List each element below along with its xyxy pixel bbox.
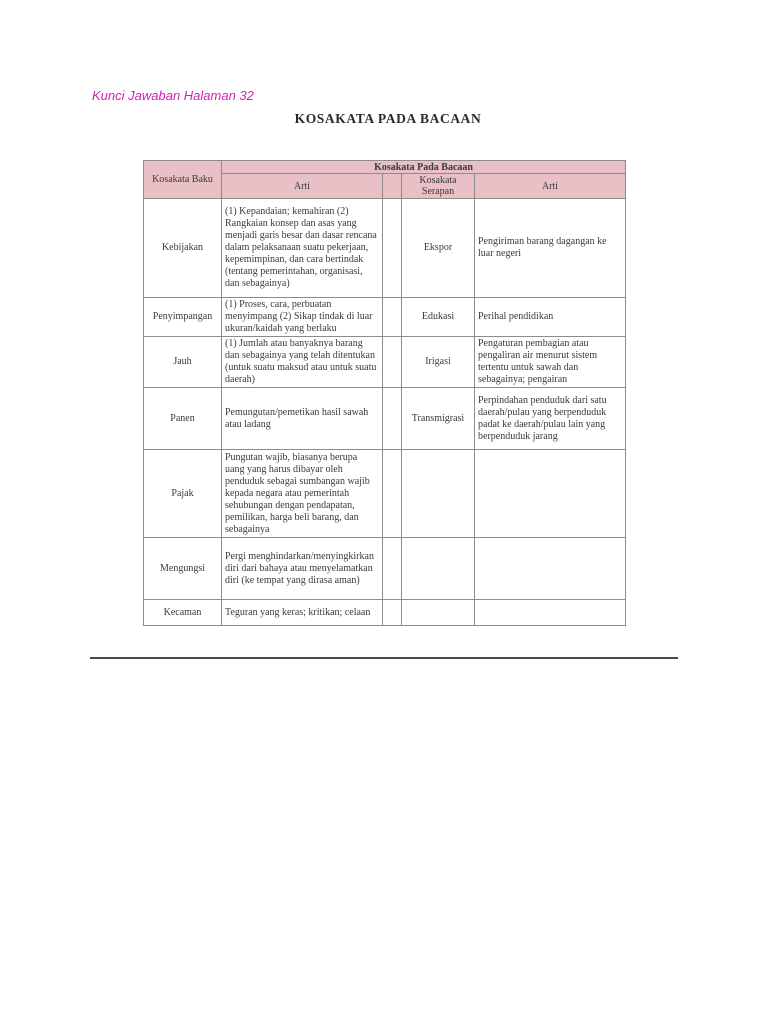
blank-cell — [383, 337, 402, 388]
table-row — [144, 337, 626, 388]
table-row — [144, 199, 626, 298]
meaning-baku: Pemungutan/pemetikan hasil sawah atau ladang — [222, 388, 383, 450]
word-serapan: Ekspor — [402, 199, 475, 298]
column-header-blank — [383, 174, 402, 199]
meaning-serapan: Perpindahan penduduk dari satu daerah/pulau yang berpenduduk padat ke daerah/pulau lain yang berpenduduk jarang — [475, 388, 626, 450]
word-serapan — [402, 600, 475, 626]
word-baku: Kebijakan — [144, 199, 222, 298]
word-serapan: Edukasi — [402, 298, 475, 337]
column-header-kosakata-serapan: Kosakata Serapan — [402, 174, 475, 199]
word-baku: Kecaman — [144, 600, 222, 626]
word-serapan — [402, 450, 475, 538]
blank-cell — [383, 199, 402, 298]
table-group-header: Kosakata Pada Bacaan — [222, 161, 626, 174]
horizontal-divider — [90, 657, 678, 659]
word-baku: Penyimpangan — [144, 298, 222, 337]
word-baku: Jauh — [144, 337, 222, 388]
table-group-header-row — [144, 161, 626, 174]
word-baku: Panen — [144, 388, 222, 450]
meaning-baku: (1) Kepandaian; kemahiran (2) Rangkaian konsep dan asas yang menjadi garis besar dan dasar rencana dalam pelaksanaan suatu pekerjaan, kepemimpinan, dan cara bertindak (tentang pemerintahan, organisasi, dan sebagainya) — [222, 199, 383, 298]
meaning-serapan — [475, 600, 626, 626]
table-row — [144, 388, 626, 450]
meaning-baku: (1) Jumlah atau banyaknya barang dan sebagainya yang telah ditentukan (untuk suatu maksud atau untuk suatu daerah) — [222, 337, 383, 388]
table-row — [144, 298, 626, 337]
column-header-kosakata-baku: Kosakata Baku — [144, 161, 222, 199]
blank-cell — [383, 298, 402, 337]
table-row — [144, 450, 626, 538]
word-serapan: Irigasi — [402, 337, 475, 388]
meaning-serapan: Perihal pendidikan — [475, 298, 626, 337]
meaning-baku: Pungutan wajib, biasanya berupa uang yang harus dibayar oleh penduduk sebagai sumbangan wajib kepada negara atau pemerintah sehubungan dengan pendapatan, pemilikan, harga beli barang, dan sebagainya — [222, 450, 383, 538]
blank-cell — [383, 538, 402, 600]
blank-cell — [383, 450, 402, 538]
word-baku: Pajak — [144, 450, 222, 538]
word-baku: Mengungsi — [144, 538, 222, 600]
meaning-serapan: Pengiriman barang dagangan ke luar negeri — [475, 199, 626, 298]
meaning-baku: Pergi menghindarkan/menyingkirkan diri dari bahaya atau menyelamatkan diri (ke tempat yang dirasa aman) — [222, 538, 383, 600]
document-title: KOSAKATA PADA BACAAN — [294, 111, 482, 126]
blank-cell — [383, 388, 402, 450]
header-note: Kunci Jawaban Halaman 32 — [92, 88, 254, 103]
word-serapan: Transmigrasi — [402, 388, 475, 450]
table-row — [144, 600, 626, 626]
meaning-serapan: Pengaturan pembagian atau pengaliran air menurut sistem tertentu untuk sawah dan sebagainya; pengairan — [475, 337, 626, 388]
vocabulary-table — [143, 160, 626, 626]
meaning-serapan — [475, 450, 626, 538]
meaning-baku: Teguran yang keras; kritikan; celaan — [222, 600, 383, 626]
column-header-arti-baku: Arti — [222, 174, 383, 199]
column-header-arti-serapan: Arti — [475, 174, 626, 199]
table-row — [144, 538, 626, 600]
meaning-baku: (1) Proses, cara, perbuatan menyimpang (2) Sikap tindak di luar ukuran/kaidah yang berlaku — [222, 298, 383, 337]
word-serapan — [402, 538, 475, 600]
blank-cell — [383, 600, 402, 626]
meaning-serapan — [475, 538, 626, 600]
